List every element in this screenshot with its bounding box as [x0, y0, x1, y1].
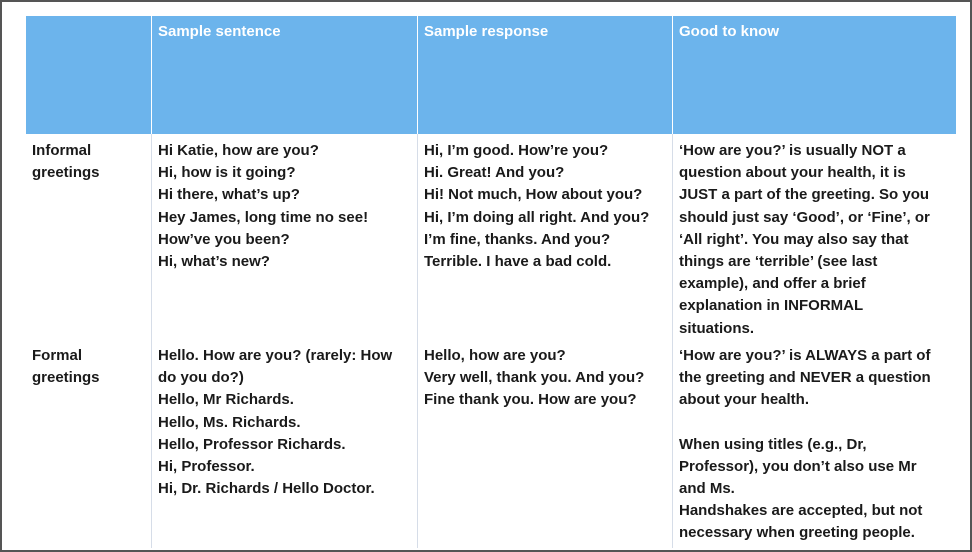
row-label-line: greetings: [32, 164, 100, 182]
note-line: things are ‘terrible’ (see last: [679, 253, 878, 271]
sentence-line: do you do?): [158, 369, 244, 387]
sentence-line: Hello, Professor Richards.: [158, 435, 346, 453]
sentence-line: Hi, Dr. Richards / Hello Doctor.: [158, 480, 375, 498]
sentence-line: Hi Katie, how are you?: [158, 142, 319, 159]
note-line: When using titles (e.g., Dr,: [679, 435, 867, 453]
response-line: Hi. Great! And you?: [424, 164, 565, 182]
header-good-to-know: Good to know: [673, 16, 956, 134]
response-line: Hi, I’m doing all right. And you?: [424, 208, 650, 226]
note-line: Handshakes are accepted, but not: [679, 502, 923, 520]
note-line: ‘All right’. You may also say that: [679, 230, 909, 248]
informal-sentences-cell: [152, 134, 418, 339]
sentence-line: Hi there, what’s up?: [158, 186, 300, 204]
note-line: example), and offer a brief: [679, 275, 866, 293]
response-line: Fine thank you. How are you?: [424, 391, 637, 409]
formal-sentences-cell: [152, 339, 418, 548]
header-empty-cell: [26, 16, 152, 134]
note-line: about your health.: [679, 391, 810, 409]
response-line: Terrible. I have a bad cold.: [424, 253, 612, 271]
response-line: I’m fine, thanks. And you?: [424, 230, 611, 248]
formal-responses-cell: [418, 339, 673, 548]
row-label-line: greetings: [32, 369, 100, 387]
note-line: should just say ‘Good’, or ‘Fine’, or: [679, 208, 930, 226]
paragraph-gap: [679, 412, 950, 434]
informal-notes-cell: [673, 134, 956, 339]
sentence-line: Hi, how is it going?: [158, 164, 296, 182]
informal-responses-cell: [418, 134, 673, 339]
greetings-table: [26, 16, 956, 548]
note-line: JUST a part of the greeting. So you: [679, 186, 930, 204]
note-line: and Ms.: [679, 480, 735, 498]
formal-notes-cell: [673, 339, 956, 548]
note-line: necessary when greeting people.: [679, 524, 915, 542]
note-line: the greeting and NEVER a question: [679, 369, 931, 387]
sentence-line: Hey James, long time no see!: [158, 208, 369, 226]
note-line: ‘How are you?’ is ALWAYS a part of: [679, 347, 931, 364]
sentence-line: Hello, Ms. Richards.: [158, 413, 301, 431]
header-sample-sentence: Sample sentence: [152, 16, 418, 134]
row-label-line: Informal: [32, 142, 92, 159]
sentence-line: Hello. How are you? (rarely: How: [158, 347, 393, 364]
sentence-line: Hi, what’s new?: [158, 253, 270, 271]
header-sample-response: Sample response: [418, 16, 673, 134]
response-line: Hi! Not much, How about you?: [424, 186, 643, 204]
response-line: Very well, thank you. And you?: [424, 369, 645, 387]
row-label-line: Formal: [32, 347, 83, 364]
sentence-line: How’ve you been?: [158, 230, 290, 248]
row-label-formal: [26, 339, 152, 548]
row-label-informal: [26, 134, 152, 339]
note-line: explanation in INFORMAL: [679, 297, 864, 315]
response-line: Hi, I’m good. How’re you?: [424, 142, 609, 159]
sentence-line: Hello, Mr Richards.: [158, 391, 294, 409]
note-line: Professor), you don’t also use Mr: [679, 457, 917, 475]
note-line: question about your health, it is: [679, 164, 906, 182]
note-line: situations.: [679, 319, 755, 337]
response-line: Hello, how are you?: [424, 347, 566, 364]
sentence-line: Hi, Professor.: [158, 458, 255, 476]
note-line: ‘How are you?’ is usually NOT a: [679, 142, 906, 159]
